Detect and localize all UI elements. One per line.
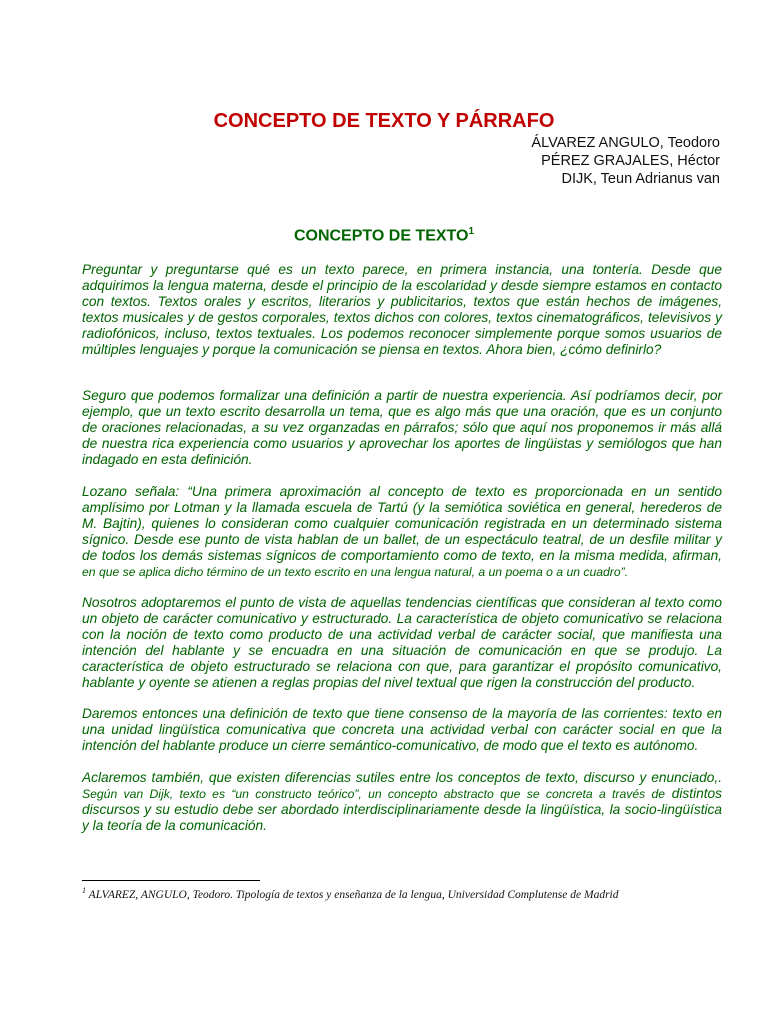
author-line: DIJK, Teun Adrianus van — [561, 171, 720, 187]
paragraph-3-tail: en que se aplica dicho término de un texto escrito en una lengua natural, a un poema o a un cuadro”. — [82, 565, 629, 579]
paragraph-6-head: Aclaremos también, que existen diferencias sutiles entre los conceptos de texto, discurso y enunciado,. — [82, 770, 722, 785]
paragraph-6-quote: Según van Dijk, texto es “un constructo teórico”, un concepto abstracto que se concreta a través de — [82, 787, 666, 801]
footnote-divider — [82, 880, 260, 881]
paragraph-5: Daremos entonces una definición de texto que tiene consenso de la mayoría de las corrientes: texto en una unidad lingüística comunicativa que concreta una actividad verbal con carácter social en que la intención del hablante produce un cierre semántico-comunicativo, de modo que el texto es autónomo. — [82, 706, 722, 753]
footnote-reference[interactable]: 1 — [468, 226, 475, 237]
author-line: PÉREZ GRAJALES, Héctor — [541, 153, 720, 169]
footnote-text: ALVAREZ, ANGULO, Teodoro. Tipología de textos y enseñanza de la lengua, Universidad Complutense de Madrid — [86, 888, 619, 901]
footnote — [82, 886, 722, 901]
paragraph-2: Seguro que podemos formalizar una definición a partir de nuestra experiencia. Así podríamos decir, por ejemplo, que un texto escrito desarrolla un tema, que es algo más que una oración, que es un conjunto de oraciones relacionadas, a su vez organzadas en párrafos; sólo que aquí nos proponemos ir más allá de nuestra rica experiencia como usuarios y aprovechar los aportes de lingüistas y semiólogos que han indagado en esta definición. — [82, 388, 722, 467]
footnote-number: 1 — [82, 886, 86, 895]
document-title: CONCEPTO DE TEXTO Y PÁRRAFO — [213, 110, 555, 132]
paragraph-6-tail: distintos discursos y su estudio debe ser abordado interdisciplinariamente desde la lingüística, la socio-lingüística y la teoría de la comunicación. — [82, 786, 722, 833]
paragraph-3-main: Lozano señala: “Una primera aproximación al concepto de texto es proporcionada en un sentido amplísimo por Lotman y la llamada escuela de Tartú (y la semiótica soviética en general, herederos de M. Bajtin), quienes lo consideran como cualquier comunicación registrada en un determinado sistema sígnico. Desde ese punto de vista hablan de un ballet, de un espectáculo teatral, de un desfile militar y de todos los demás sistemas sígnicos de comportamiento como de texto, en la misma medida, afirman, — [82, 484, 722, 563]
section-title-text: CONCEPTO DE TEXTO — [293, 227, 469, 245]
paragraph-4: Nosotros adoptaremos el punto de vista de aquellas tendencias científicas que consideran al texto como un objeto de carácter comunicativo y estructurado. La característica de objeto comunicativo se relaciona con la noción de texto como producto de una actividad verbal de carácter social, que manifiesta una intención del hablante y se encuadra en una situación de comunicación en que se produjo. La característica de objeto estructurado se relaciona con que, para garantizar el propósito comunicativo, hablante y oyente se atienen a reglas propias del nivel textual que rigen la construcción del producto. — [82, 595, 722, 690]
author-list — [531, 134, 720, 188]
author-line: ÁLVAREZ ANGULO, Teodoro — [531, 135, 720, 151]
section-title — [0, 226, 768, 245]
paragraph-3 — [82, 484, 722, 580]
paragraph-1: Preguntar y preguntarse qué es un texto parece, en primera instancia, una tontería. Desde que adquirimos la lengua materna, desde el principio de la escolaridad y desde siempre estamos en contacto con textos. Textos orales y escritos, literarios y publicitarios, textos que están hechos de imágenes, textos musicales y de gestos corporales, textos dichos con colores, textos cinematográficos, televisivos y radiofónicos, incluso, textos textuales. Los podemos reconocer simplemente porque somos usuarios de múltiples lenguajes y porque la comunicación se piensa en textos. Ahora bien, ¿cómo definirlo? — [82, 262, 722, 357]
paragraph-6 — [82, 770, 722, 834]
